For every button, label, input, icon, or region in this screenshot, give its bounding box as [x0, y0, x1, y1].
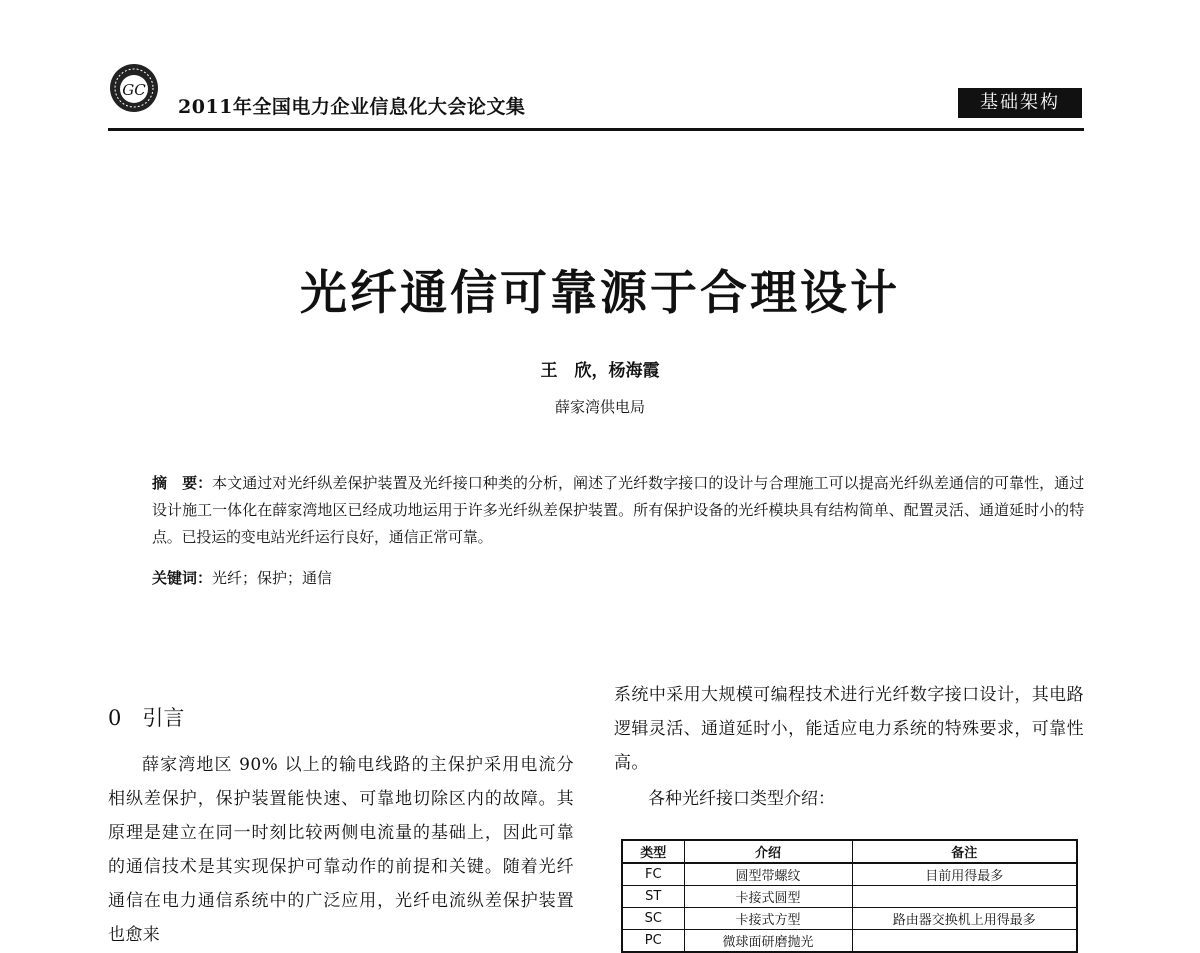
- affiliation: 薛家湾供电局: [554, 398, 645, 416]
- table-header-cell: 备注: [852, 840, 1077, 863]
- table-cell: 圆型带螺纹: [684, 863, 852, 886]
- table-cell: 卡接式圆型: [684, 886, 852, 908]
- keywords-text: 光纤；保护；通信: [212, 569, 333, 587]
- right-column-paragraph: 系统中采用大规模可编程技术进行光纤数字接口设计，其电路逻辑灵活、通道延时小，能适应电力系统的特殊要求，可靠性高。: [614, 685, 1084, 773]
- section-heading-introduction: 0 引言: [108, 706, 185, 730]
- table-header-cell: 介绍: [684, 840, 852, 863]
- table-row: [622, 908, 1077, 930]
- conference-title: 2011年全国电力企业信息化大会论文集: [178, 96, 526, 118]
- logo-lettering: GC: [122, 81, 146, 99]
- connector-types-table: [621, 839, 1078, 953]
- table-cell: PC: [622, 930, 684, 953]
- abstract-text: 本文通过对光纤纵差保护装置及光纤接口种类的分析，阐述了光纤数字接口的设计与合理施工可以提高光纤纵差通信的可靠性，通过设计施工一体化在薛家湾地区已经成功地运用于许多光纤纵差保护装置。所有保护设备的光纤模块具有结构简单、配置灵活、通道延时小的特点。已投运的变电站光纤运行良好，通信正常可靠。: [152, 474, 1084, 546]
- table-intro: 各种光纤接口类型介绍：: [648, 789, 835, 809]
- publisher-logo: [108, 62, 160, 114]
- table-header-cell: 类型: [622, 840, 684, 863]
- table-cell: 路由器交换机上用得最多: [852, 908, 1077, 930]
- table-cell: SC: [622, 908, 684, 930]
- abstract-label: 摘 要：: [152, 474, 213, 492]
- keywords-label: 关键词：: [152, 569, 213, 587]
- table-cell: ST: [622, 886, 684, 908]
- table-row: [622, 930, 1077, 953]
- table-cell: [852, 930, 1077, 953]
- table-cell: 微球面研磨抛光: [684, 930, 852, 953]
- gc-seal-icon: [108, 62, 160, 114]
- table-row: [622, 863, 1077, 886]
- paper-title: 光纤通信可靠源于合理设计: [300, 266, 900, 321]
- table-row: [622, 886, 1077, 908]
- table-cell: 目前用得最多: [852, 863, 1077, 886]
- section-badge: 基础架构: [958, 88, 1082, 118]
- table-cell: FC: [622, 863, 684, 886]
- header-divider: [108, 128, 1084, 131]
- table-header-row: [622, 840, 1077, 863]
- keywords: [152, 565, 1084, 592]
- abstract: [152, 470, 1084, 551]
- table-cell: 卡接式方型: [684, 908, 852, 930]
- introduction-paragraph: 薛家湾地区 90% 以上的输电线路的主保护采用电流分相纵差保护，保护装置能快速、可靠地切除区内的故障。其原理是建立在同一时刻比较两侧电流量的基础上，因此可靠的通信技术是其实现保护可靠动作的前提和关键。随着光纤通信在电力通信系统中的广泛应用，光纤电流纵差保护装置也愈来: [108, 755, 574, 945]
- table-cell: [852, 886, 1077, 908]
- authors: 王 欣，杨海霞: [540, 361, 660, 381]
